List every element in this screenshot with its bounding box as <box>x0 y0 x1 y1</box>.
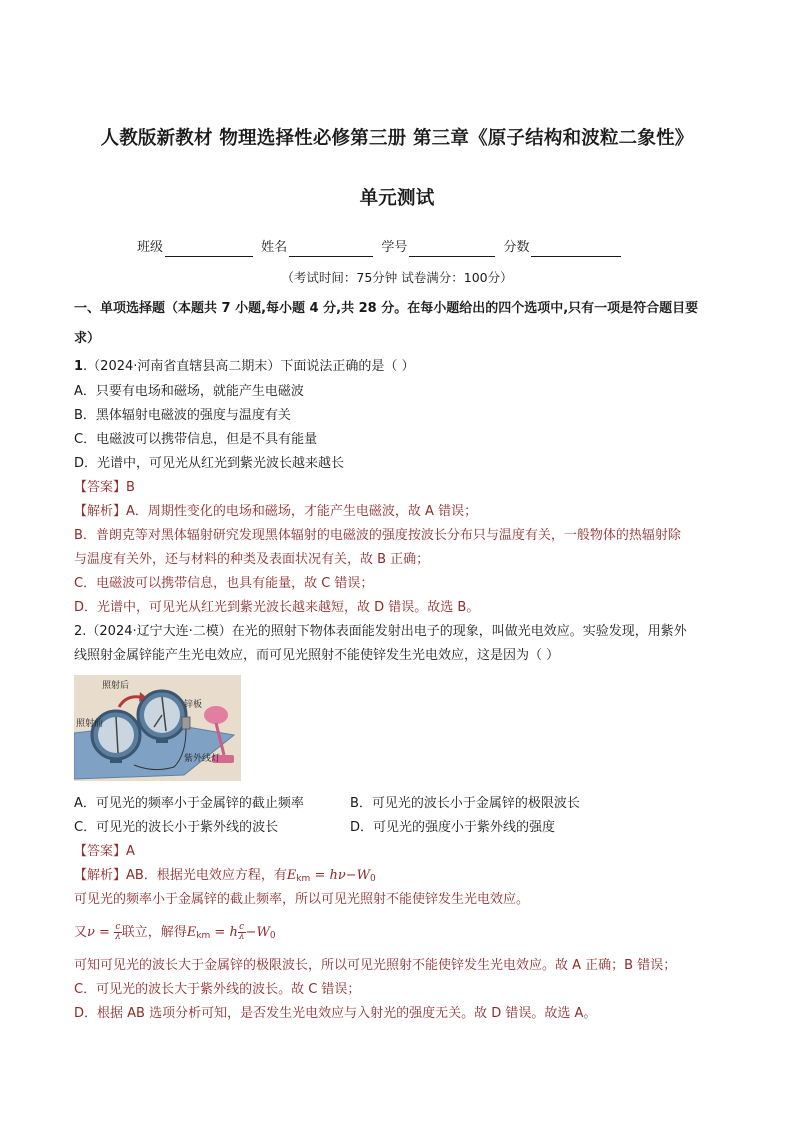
answer-value: A <box>126 844 135 859</box>
photoelectric-experiment-figure <box>74 675 241 781</box>
question-1-analysis-c: C．电磁波可以携带信息，也具有能量，故 C 错误； <box>74 576 374 591</box>
name-blank[interactable] <box>289 242 373 257</box>
question-2-analysis-2: 可见光的频率小于金属锌的截止频率，所以可见光照射不能使锌发生光电效应。 <box>74 892 530 907</box>
formula-e: E <box>286 868 297 883</box>
id-blank[interactable] <box>409 242 495 257</box>
question-2-analysis-5: C．可见光的波长大于紫外线的波长。故 C 错误； <box>74 982 361 997</box>
figure-label-zinc-plate: 锌板 <box>184 700 203 710</box>
question-2-answer <box>74 843 135 861</box>
answer-value: B <box>126 480 135 495</box>
figure-label-before: 照射前 <box>76 719 104 729</box>
score-label: 分数 <box>503 240 530 255</box>
analysis-tag: 【解析】 <box>74 504 127 519</box>
class-label: 班级 <box>137 240 164 255</box>
question-2-analysis-4: 可知可见光的波长大于金属锌的极限波长，所以可见光照射不能使锌发生光电效应。故 A 正确；B 错误； <box>74 958 677 973</box>
document-subtitle: 单元测试 <box>359 188 435 209</box>
question-2-analysis-6: D．根据 AB 选项分析可知，是否发生光电效应与入射光的强度无关。故 D 错误。故选 A。 <box>74 1006 597 1021</box>
fraction-numerator: c <box>115 922 121 932</box>
question-2-option-c: C．可见光的波长小于紫外线的波长 <box>74 820 279 835</box>
formula-w0-sub: 0 <box>269 931 276 941</box>
question-1-option-a: A．只要有电场和磁场，就能产生电磁波 <box>74 384 304 399</box>
formula-minus-w: −W <box>245 925 270 940</box>
figure-label-after: 照射后 <box>102 681 130 691</box>
formula-e: E <box>186 925 197 940</box>
fraction-numerator: c <box>239 922 245 932</box>
formula-eq-h: = h <box>210 925 238 940</box>
question-1-analysis-a <box>74 503 477 521</box>
id-label: 学号 <box>381 240 408 255</box>
formula-sub-km: km <box>296 874 311 884</box>
score-blank[interactable] <box>531 242 621 257</box>
question-2-stem-cont: 线照射金属锌能产生光电效应，而可见光照射不能使锌发生光电效应，这是因为（ ） <box>74 648 560 663</box>
question-1-option-d: D．光谱中，可见光从红光到紫光波长越来越长 <box>74 456 345 471</box>
answer-tag: 【答案】 <box>74 844 127 859</box>
question-2-analysis-3 <box>74 923 276 945</box>
question-1-analysis-d: D．光谱中，可见光从红光到紫光波长越来越短，故 D 错误。故选 B。 <box>74 600 480 615</box>
analysis-tag: 【解析】 <box>74 868 127 883</box>
formula-nu: ν = <box>87 925 115 940</box>
question-1-analysis-b-cont: 与温度有关外，还与材料的种类及表面状况有关，故 B 正确； <box>74 552 430 567</box>
name-label: 姓名 <box>261 240 288 255</box>
question-1-option-b: B．黑体辐射电磁波的强度与温度有关 <box>74 408 291 423</box>
question-2-option-a: A．可见光的频率小于金属锌的截止频率 <box>74 796 304 811</box>
document-title: 人教版新教材 物理选择性必修第三册 第三章《原子结构和波粒二象性》 <box>100 128 694 149</box>
fraction-denominator: λ <box>115 932 121 942</box>
fraction-c-over-lambda <box>114 923 122 942</box>
analysis-line: A．周期性变化的电场和磁场，才能产生电磁波，故 A 错误； <box>126 504 478 519</box>
formula-rest: = hν−W <box>310 868 370 883</box>
question-1-option-c: C．电磁波可以携带信息，但是不具有能量 <box>74 432 318 447</box>
question-2-stem: 2.（2024·辽宁大连·二模）在光的照射下物体表面能发射出电子的现象，叫做光电效应。实验发现，用紫外 <box>74 624 687 639</box>
answer-tag: 【答案】 <box>74 480 127 495</box>
question-1-answer <box>74 479 135 497</box>
question-1-analysis-b: B．普朗克等对黑体辐射研究发现黑体辐射的电磁波的强度按波长分布只与温度有关，一般物体的热辐射除 <box>74 528 681 543</box>
question-2-option-d: D．可见光的强度小于紫外线的强度 <box>350 820 556 835</box>
analysis-text: 联立，解得 <box>121 925 187 940</box>
question-1-text: .（2024·河南省直辖县高二期末）下面说法正确的是（ ） <box>83 359 415 374</box>
fraction-c-over-lambda-2 <box>238 923 246 942</box>
question-1-stem <box>74 358 415 376</box>
analysis-text: 又 <box>74 925 88 940</box>
exam-info: （考试时间：75分钟 试卷满分：100分） <box>281 270 513 285</box>
analysis-text: AB．根据光电效应方程，有 <box>126 868 287 883</box>
section-heading-cont: 求） <box>74 331 101 346</box>
question-1-number: 1 <box>74 359 84 374</box>
class-blank[interactable] <box>165 242 253 257</box>
student-info-fields <box>137 239 625 257</box>
question-2-option-b: B．可见光的波长小于金属锌的极限波长 <box>350 796 580 811</box>
question-2-analysis-1 <box>74 867 376 888</box>
formula-sub-km: km <box>196 931 211 941</box>
fraction-denominator: λ <box>238 932 245 942</box>
section-heading: 一、单项选择题（本题共 7 小题,每小题 4 分,共 28 分。在每小题给出的四个选项中,只有一项是符合题目要 <box>74 301 699 316</box>
formula-w0-sub: 0 <box>370 874 376 884</box>
figure-label-uv-lamp: 紫外线灯 <box>184 754 221 764</box>
